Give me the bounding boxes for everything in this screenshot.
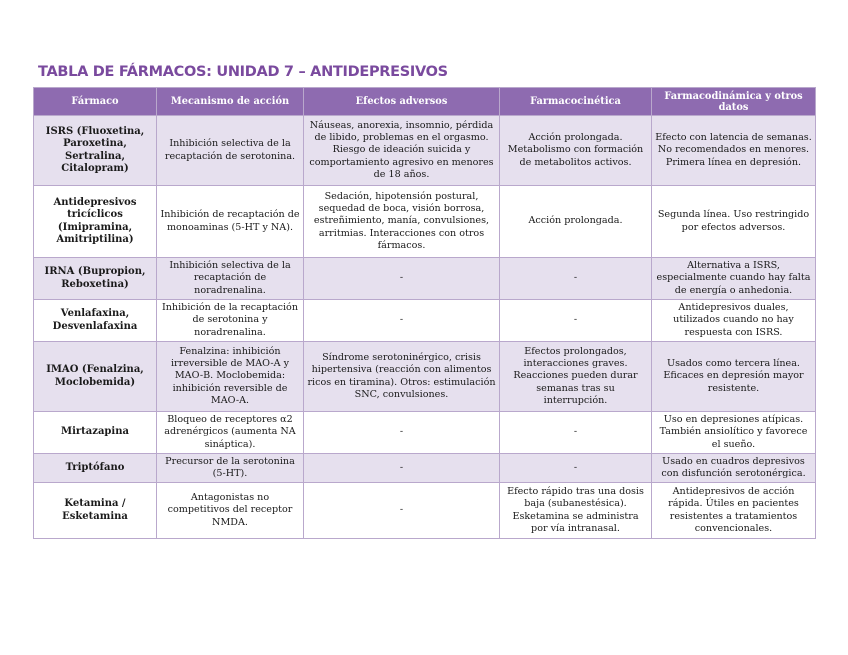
col-header-farmacocinetica: Farmacocinética [500,88,652,116]
drug-name-cell: IRNA (Bupropion, Reboxetina) [34,258,157,300]
pharmacokinetics-cell: - [500,412,652,454]
pharmacokinetics-cell: Acción prolongada. Metabolismo con formación de metabolitos activos. [500,116,652,186]
table-row [34,186,816,258]
pharmacokinetics-cell: - [500,454,652,483]
table-row [34,412,816,454]
pharmacokinetics-cell: - [500,300,652,342]
page-title: TABLA DE FÁRMACOS: UNIDAD 7 – ANTIDEPRESIVOS [38,64,448,80]
adverse-effects-cell: - [304,258,500,300]
adverse-effects-cell: - [304,300,500,342]
pharmacokinetics-cell: Efecto rápido tras una dosis baja (subanestésica). Esketamina se administra por vía intranasal. [500,483,652,539]
adverse-effects-cell: Náuseas, anorexia, insomnio, pérdida de libido, problemas en el orgasmo. Riesgo de ideación suicida y comportamiento agresivo en menores de 18 años. [304,116,500,186]
table-row [34,258,816,300]
adverse-effects-cell: Síndrome serotoninérgico, crisis hipertensiva (reacción con alimentos ricos en tiramina). Otros: estimulación SNC, convulsiones. [304,342,500,412]
pharmacodynamics-cell: Antidepresivos de acción rápida. Útiles en pacientes resistentes a tratamientos convencionales. [652,483,816,539]
drug-name-cell: IMAO (Fenalzina, Moclobemida) [34,342,157,412]
pharmacodynamics-cell: Alternativa a ISRS, especialmente cuando hay falta de energía o anhedonia. [652,258,816,300]
pharmacokinetics-cell: Efectos prolongados, interacciones graves. Reacciones pueden durar semanas tras su interrupción. [500,342,652,412]
mechanism-cell: Antagonistas no competitivos del receptor NMDA. [157,483,304,539]
adverse-effects-cell: - [304,454,500,483]
mechanism-cell: Fenalzina: inhibición irreversible de MAO-A y MAO-B. Moclobemida: inhibición reversible de MAO-A. [157,342,304,412]
adverse-effects-cell: - [304,412,500,454]
table-row [34,483,816,539]
col-header-efectos: Efectos adversos [304,88,500,116]
mechanism-cell: Precursor de la serotonina (5-HT). [157,454,304,483]
pharmacokinetics-cell: - [500,258,652,300]
mechanism-cell: Inhibición de la recaptación de serotonina y noradrenalina. [157,300,304,342]
drug-table [33,87,816,539]
table-row [34,342,816,412]
mechanism-cell: Inhibición de recaptación de monoaminas (5-HT y NA). [157,186,304,258]
pharmacodynamics-cell: Uso en depresiones atípicas. También ansiolítico y favorece el sueño. [652,412,816,454]
drug-name-cell: Ketamina / Esketamina [34,483,157,539]
col-header-farmaco: Fármaco [34,88,157,116]
mechanism-cell: Inhibición selectiva de la recaptación de noradrenalina. [157,258,304,300]
mechanism-cell: Bloqueo de receptores α2 adrenérgicos (aumenta NA sináptica). [157,412,304,454]
drug-name-cell: Mirtazapina [34,412,157,454]
table-row [34,300,816,342]
drug-name-cell: ISRS (Fluoxetina, Paroxetina, Sertralina, Citalopram) [34,116,157,186]
pharmacokinetics-cell: Acción prolongada. [500,186,652,258]
pharmacodynamics-cell: Segunda línea. Uso restringido por efectos adversos. [652,186,816,258]
col-header-mecanismo: Mecanismo de acción [157,88,304,116]
mechanism-cell: Inhibición selectiva de la recaptación de serotonina. [157,116,304,186]
table-row [34,116,816,186]
adverse-effects-cell: - [304,483,500,539]
table-header-row [34,88,816,116]
table-row [34,454,816,483]
adverse-effects-cell: Sedación, hipotensión postural, sequedad de boca, visión borrosa, estreñimiento, manía, convulsiones, arritmias. Interacciones con otros fármacos. [304,186,500,258]
pharmacodynamics-cell: Usados como tercera línea. Eficaces en depresión mayor resistente. [652,342,816,412]
pharmacodynamics-cell: Usado en cuadros depresivos con disfunción serotonérgica. [652,454,816,483]
drug-name-cell: Antidepresivos tricíclicos (Imipramina, Amitriptilina) [34,186,157,258]
col-header-farmacodinamica: Farmacodinámica y otros datos [652,88,816,116]
pharmacodynamics-cell: Efecto con latencia de semanas. No recomendados en menores. Primera línea en depresión. [652,116,816,186]
pharmacodynamics-cell: Antidepresivos duales, utilizados cuando no hay respuesta con ISRS. [652,300,816,342]
drug-name-cell: Triptófano [34,454,157,483]
drug-name-cell: Venlafaxina, Desvenlafaxina [34,300,157,342]
